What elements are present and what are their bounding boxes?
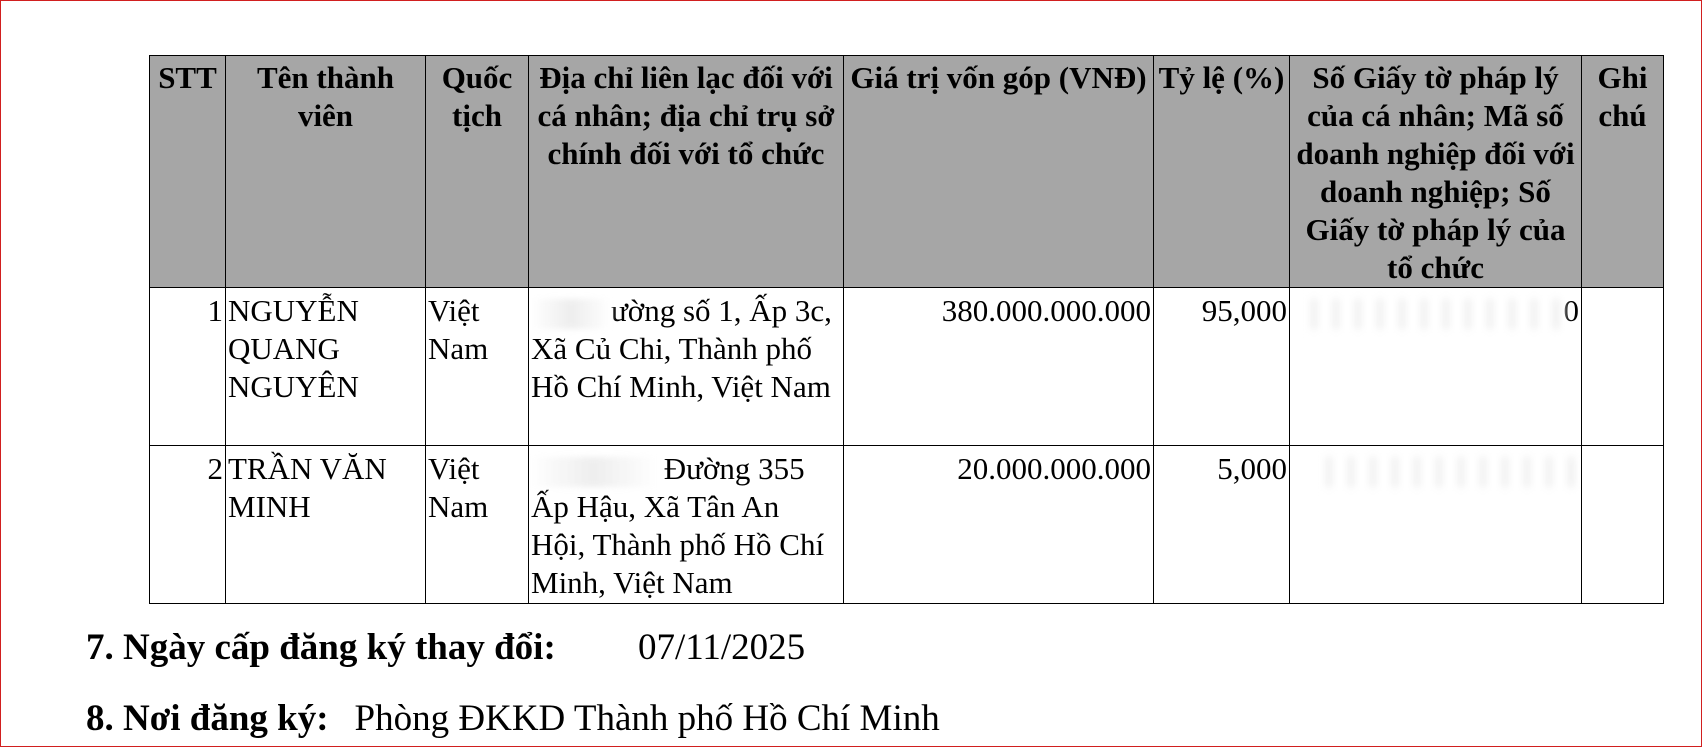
cell-address: [529, 288, 844, 446]
table-row: [150, 446, 1664, 604]
redacted-legal-id: [1294, 299, 1564, 329]
address-text: ường số 1, Ấp 3c, Xã Củ Chi, Thành phố Hồ Chí Minh, Việt Nam: [531, 293, 832, 404]
legal-id-visible-digit: 0: [1563, 293, 1579, 328]
redacted-address-prefix: [531, 457, 656, 487]
header-note: Ghi chú: [1582, 56, 1664, 288]
cell-ratio: 95,000: [1154, 288, 1290, 446]
cell-member-name: NGUYỄN QUANG NGUYÊN: [226, 288, 426, 446]
header-ratio: Tỷ lệ (%): [1154, 56, 1290, 288]
change-date-line: [86, 626, 806, 670]
change-date-value: 07/11/2025: [638, 627, 806, 668]
cell-member-name: TRẦN VĂN MINH: [226, 446, 426, 604]
header-member-name: Tên thành viên: [226, 56, 426, 288]
change-date-label: 7. Ngày cấp đăng ký thay đổi:: [86, 627, 556, 668]
table-row: [150, 288, 1664, 446]
cell-legal-id: [1290, 446, 1582, 604]
redacted-legal-id: [1309, 457, 1579, 487]
table-header-row: [150, 56, 1664, 288]
registry-value: Phòng ĐKKD Thành phố Hồ Chí Minh: [354, 698, 940, 739]
redacted-address-prefix: [531, 299, 611, 329]
header-stt: STT: [150, 56, 226, 288]
cell-stt: 1: [150, 288, 226, 446]
cell-nationality: Việt Nam: [426, 446, 529, 604]
address-text: Đường 355 Ấp Hậu, Xã Tân An Hội, Thành phố Hồ Chí Minh, Việt Nam: [531, 451, 825, 600]
registry-label: 8. Nơi đăng ký:: [86, 698, 329, 739]
cell-capital: 20.000.000.000: [844, 446, 1154, 604]
header-nationality: Quốc tịch: [426, 56, 529, 288]
cell-note: [1582, 446, 1664, 604]
cell-ratio: 5,000: [1154, 446, 1290, 604]
header-address: Địa chỉ liên lạc đối với cá nhân; địa chỉ trụ sở chính đối với tổ chức: [529, 56, 844, 288]
cell-stt: 2: [150, 446, 226, 604]
cell-address: [529, 446, 844, 604]
registry-line: [86, 697, 940, 741]
header-legal-id: Số Giấy tờ pháp lý của cá nhân; Mã số doanh nghiệp đối với doanh nghiệp; Số Giấy tờ pháp lý của tổ chức: [1290, 56, 1582, 288]
header-capital: Giá trị vốn góp (VNĐ): [844, 56, 1154, 288]
cell-capital: 380.000.000.000: [844, 288, 1154, 446]
cell-note: [1582, 288, 1664, 446]
cell-nationality: Việt Nam: [426, 288, 529, 446]
cell-legal-id: [1290, 288, 1582, 446]
members-table: [149, 55, 1664, 604]
